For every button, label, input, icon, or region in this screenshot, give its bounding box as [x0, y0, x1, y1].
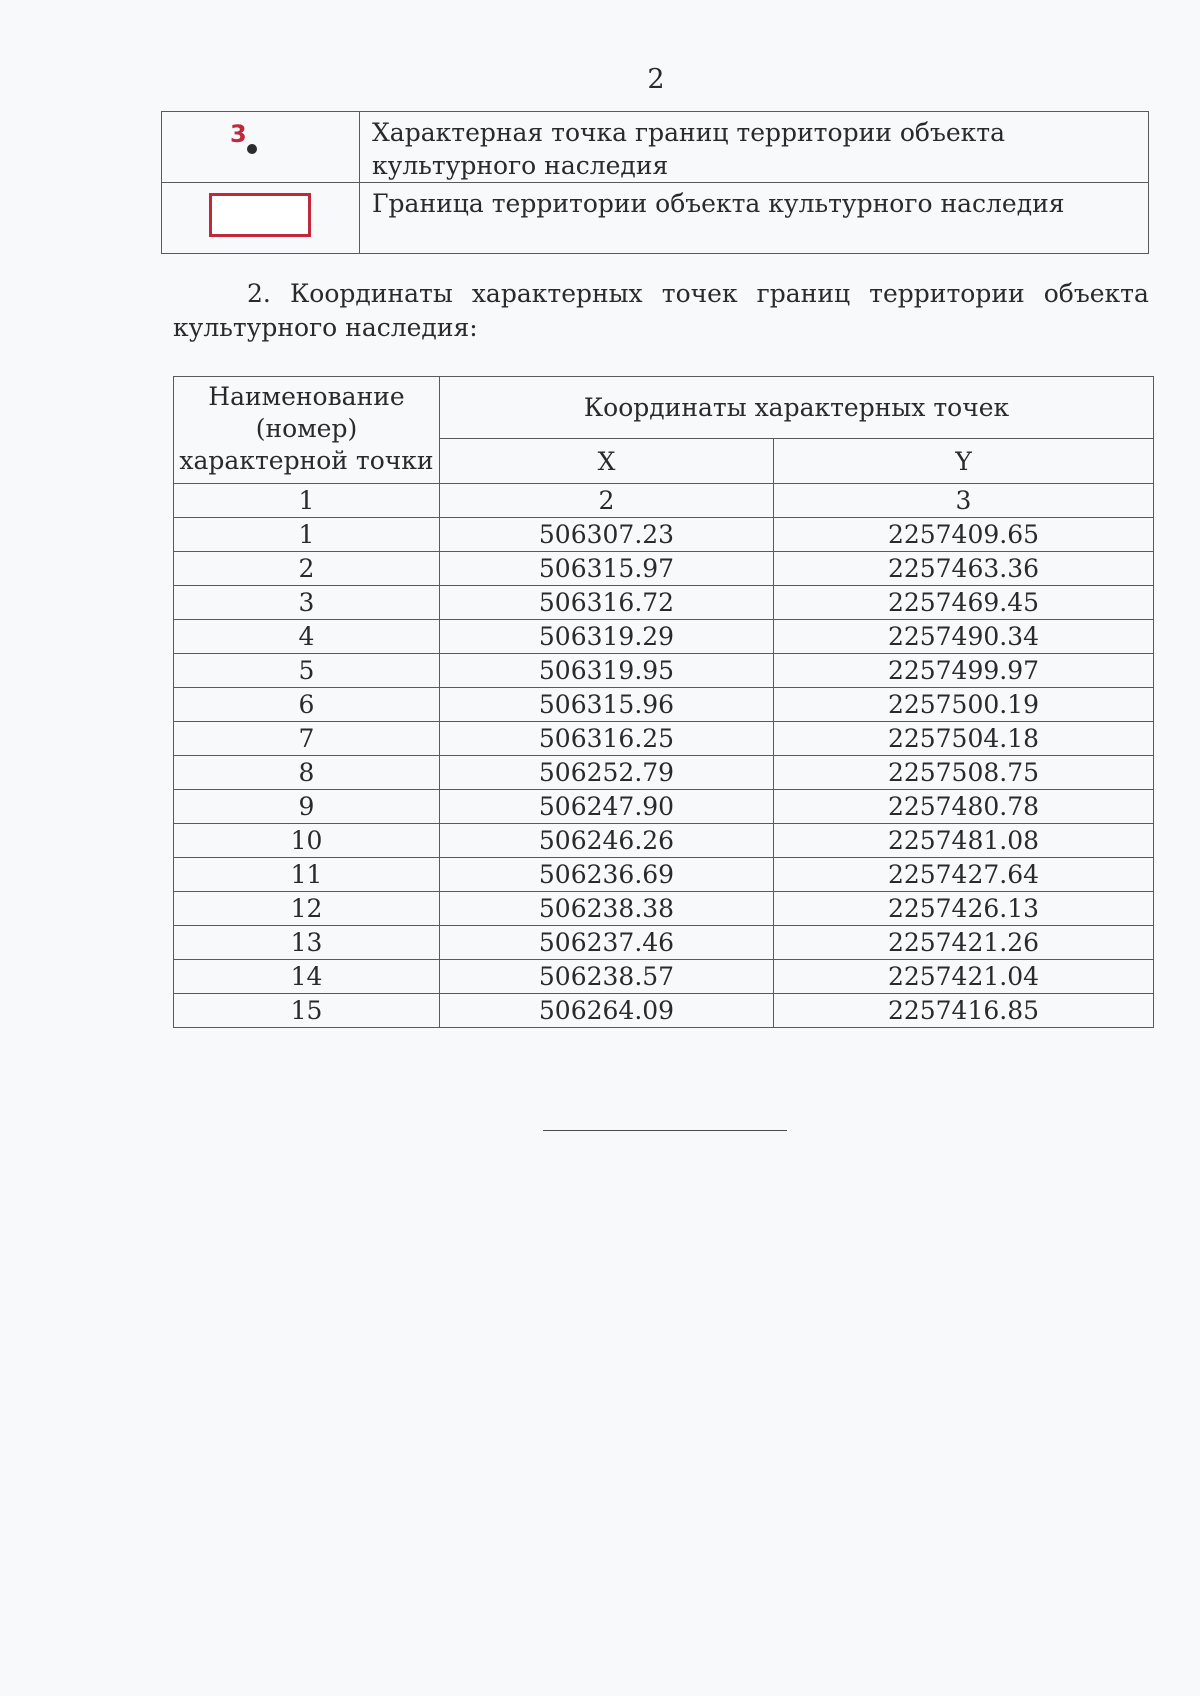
point-number-cell: 5 [174, 654, 440, 688]
x-coordinate-cell: 506238.57 [440, 960, 774, 994]
paragraph-word: границ [756, 279, 851, 308]
legend-row-border [162, 183, 1149, 254]
table-row [174, 688, 1154, 722]
legend-table [161, 111, 1149, 254]
x-coordinate-cell: 506316.25 [440, 722, 774, 756]
point-name-header: Наименование (номер) характерной точки [174, 377, 440, 484]
coordinates-header: Координаты характерных точек [440, 377, 1154, 439]
table-row [174, 858, 1154, 892]
coordinates-body [174, 518, 1154, 1028]
legend-text-border: Граница территории объекта культурного наследия [360, 183, 1149, 254]
y-coordinate-cell: 2257409.65 [774, 518, 1154, 552]
point-number-cell: 7 [174, 722, 440, 756]
table-row [174, 552, 1154, 586]
point-number-cell: 9 [174, 790, 440, 824]
point-number-cell: 12 [174, 892, 440, 926]
x-header: X [440, 439, 774, 484]
x-coordinate-cell: 506319.95 [440, 654, 774, 688]
paragraph-word: точек [661, 279, 738, 308]
y-coordinate-cell: 2257416.85 [774, 994, 1154, 1028]
point-number-cell: 8 [174, 756, 440, 790]
point-number-cell: 6 [174, 688, 440, 722]
table-row [174, 586, 1154, 620]
table-row [174, 756, 1154, 790]
paragraph-word: характерных [471, 279, 643, 308]
x-coordinate-cell: 506237.46 [440, 926, 774, 960]
y-coordinate-cell: 2257499.97 [774, 654, 1154, 688]
y-coordinate-cell: 2257421.26 [774, 926, 1154, 960]
column-number: 3 [774, 484, 1154, 518]
x-coordinate-cell: 506319.29 [440, 620, 774, 654]
y-coordinate-cell: 2257490.34 [774, 620, 1154, 654]
x-coordinate-cell: 506316.72 [440, 586, 774, 620]
y-coordinate-cell: 2257421.04 [774, 960, 1154, 994]
legend-symbol-cell [162, 183, 360, 254]
point-number-cell: 11 [174, 858, 440, 892]
x-coordinate-cell: 506236.69 [440, 858, 774, 892]
y-coordinate-cell: 2257508.75 [774, 756, 1154, 790]
paragraph-word: объекта [1043, 279, 1149, 308]
table-row [174, 654, 1154, 688]
y-coordinate-cell: 2257480.78 [774, 790, 1154, 824]
x-coordinate-cell: 506238.38 [440, 892, 774, 926]
paragraph-line-2: культурного наследия: [173, 313, 478, 342]
point-number-cell: 15 [174, 994, 440, 1028]
boundary-rectangle-icon [209, 193, 311, 237]
table-row [174, 722, 1154, 756]
table-row [174, 518, 1154, 552]
point-number-cell: 13 [174, 926, 440, 960]
y-coordinate-cell: 2257504.18 [774, 722, 1154, 756]
x-coordinate-cell: 506247.90 [440, 790, 774, 824]
table-row [174, 892, 1154, 926]
y-coordinate-cell: 2257427.64 [774, 858, 1154, 892]
x-coordinate-cell: 506246.26 [440, 824, 774, 858]
point-number-cell: 1 [174, 518, 440, 552]
y-coordinate-cell: 2257481.08 [774, 824, 1154, 858]
legend-text-point: Характерная точка границ территории объекта культурного наследия [360, 112, 1149, 183]
x-coordinate-cell: 506315.97 [440, 552, 774, 586]
column-number: 1 [174, 484, 440, 518]
table-row [174, 994, 1154, 1028]
coordinates-table [173, 376, 1154, 1028]
paragraph-word: территории [869, 279, 1025, 308]
table-row [174, 926, 1154, 960]
table-row [174, 790, 1154, 824]
point-number-cell: 4 [174, 620, 440, 654]
page-number: 2 [647, 64, 665, 95]
section-paragraph [173, 277, 1149, 345]
legend-symbol-cell [162, 112, 360, 183]
point-dot [247, 144, 257, 154]
y-coordinate-cell: 2257469.45 [774, 586, 1154, 620]
y-coordinate-cell: 2257463.36 [774, 552, 1154, 586]
paragraph-word: 2. [247, 279, 271, 308]
point-number-cell: 2 [174, 552, 440, 586]
y-header: Y [774, 439, 1154, 484]
paragraph-line-1 [173, 277, 1149, 311]
column-numbering-row [174, 484, 1154, 518]
end-rule [543, 1130, 787, 1131]
paragraph-word: Координаты [289, 279, 453, 308]
y-coordinate-cell: 2257426.13 [774, 892, 1154, 926]
point-number-cell: 14 [174, 960, 440, 994]
x-coordinate-cell: 506307.23 [440, 518, 774, 552]
table-row [174, 824, 1154, 858]
point-number-cell: 10 [174, 824, 440, 858]
legend-row-point [162, 112, 1149, 183]
x-coordinate-cell: 506252.79 [440, 756, 774, 790]
x-coordinate-cell: 506315.96 [440, 688, 774, 722]
point-number-label: 3 [230, 120, 247, 148]
column-number: 2 [440, 484, 774, 518]
x-coordinate-cell: 506264.09 [440, 994, 774, 1028]
table-row [174, 960, 1154, 994]
y-coordinate-cell: 2257500.19 [774, 688, 1154, 722]
point-number-cell: 3 [174, 586, 440, 620]
boundary-point-icon [230, 120, 270, 160]
table-row [174, 620, 1154, 654]
